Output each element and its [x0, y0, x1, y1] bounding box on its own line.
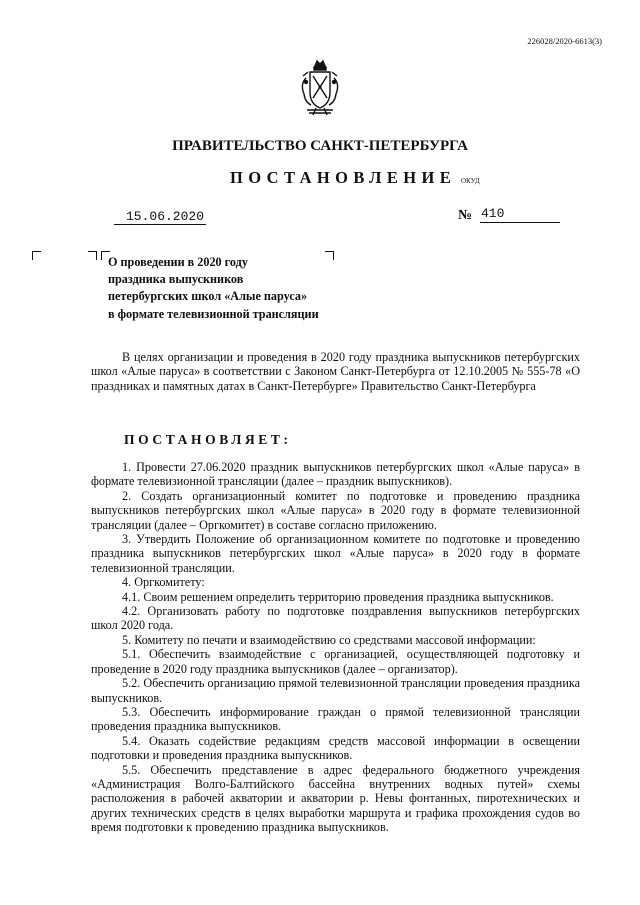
corner-mark [32, 251, 41, 260]
clause-item: 5.4. Оказать содействие редакциям средств массовой информации в освещении подготовки и проведения праздника выпускников. [91, 733, 580, 763]
date-underline [114, 224, 206, 225]
corner-mark [88, 251, 97, 260]
clause-item: 4.1. Своим решением определить территорию проведения праздника выпускников. [122, 589, 554, 604]
clause-item: 5. Комитету по печати и взаимодействию со средствами массовой информации: [122, 632, 536, 647]
decree-heading: ПОСТАНОВЛЯЕТ: [124, 432, 292, 447]
clauses-list [91, 460, 580, 835]
document-number: 410 [481, 206, 505, 221]
clause-item: 4.2. Организовать работу по подготовке поздравления выпускников петербургских школ 2020 года. [91, 604, 580, 633]
clause-item: 5.5. Обеспечить представление в адрес федерального бюджетного учреждения «Администрация Волго-Балтийского бассейна внутренних водных путей» схемы расположения в рабочей акватории и акватории р. Невы фонтанных, пиротехнических и других технических средств в целях выработки маршрута и графика прохождения судов во время подготовки к проведению праздника выпускников. [91, 762, 580, 835]
document-date: 15.06.2020 [126, 209, 205, 224]
document-code: 226028/2020-6613(3) [527, 36, 602, 46]
clause-item: 5.3. Обеспечить информирование граждан о прямой телевизионной трансляции проведения праздника выпускников. [91, 704, 580, 734]
okud-label: ОКУД [461, 177, 480, 185]
subject-line: петербургских школ «Алые паруса» [108, 289, 308, 304]
coat-of-arms-emblem [297, 58, 343, 118]
clause-item: 4. Оргкомитету: [122, 575, 205, 590]
clause-item: 5.2. Обеспечить организацию прямой телевизионной трансляции проведения праздника выпускников. [91, 676, 580, 705]
clause-item: 2. Создать организационный комитет по подготовке и проведению праздника выпускников петербургских школ «Алые паруса» в 2020 году в формате телевизионной трансляции (далее – Оргкомитет) в составе согласно приложению. [91, 488, 580, 532]
preamble-paragraph: В целях организации и проведения в 2020 году праздника выпускников петербургских школ «Алые паруса» в соответствии с Законом Санкт-Петербурга от 12.10.2005 № 555-78 «О праздниках и памятных датах в Санкт-Петербурге» Правительство Санкт-Петербурга [91, 350, 580, 393]
organization-title: ПРАВИТЕЛЬСТВО САНКТ-ПЕТЕРБУРГА [172, 138, 468, 154]
subject-line: в формате телевизионной трансляции [108, 306, 319, 321]
clause-item: 1. Провести 27.06.2020 праздник выпускников петербургских школ «Алые паруса» в формате телевизионной трансляции (далее – праздник выпускников). [91, 460, 580, 489]
document-type-title: ПОСТАНОВЛЕНИЕ [230, 168, 457, 187]
document-subject [108, 254, 368, 323]
number-underline [480, 222, 560, 223]
clause-item: 3. Утвердить Положение об организационном комитете по подготовке и проведению праздника выпускников петербургских школ «Алые паруса» в 2020 году в формате телевизионной трансляции. [91, 532, 580, 575]
subject-line: праздника выпускников [108, 272, 244, 287]
number-sign: № [458, 208, 473, 223]
clause-item: 5.1. Обеспечить взаимодействие с организацией, осуществляющей подготовку и проведение в 2020 году праздника выпускников (далее – организатор). [91, 647, 580, 676]
subject-line: О проведении в 2020 году [108, 255, 248, 269]
